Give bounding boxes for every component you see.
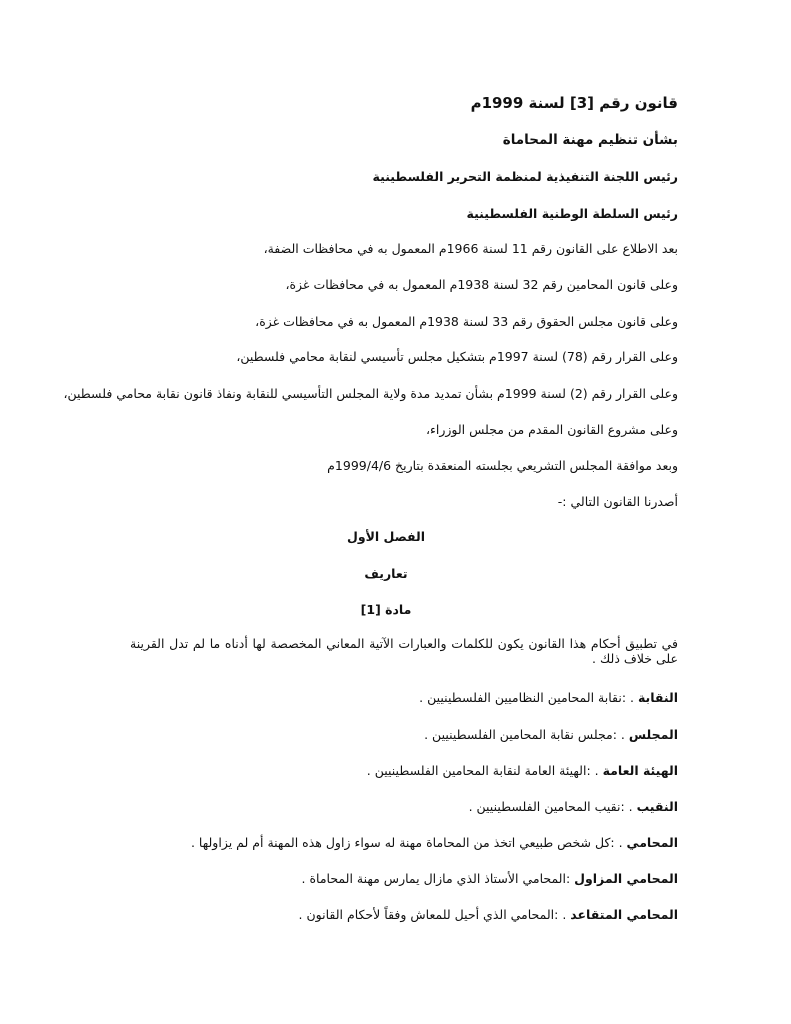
definition-item (367, 762, 678, 780)
definition-text: . :المحامي الذي أحيل للمعاش وفقاً لأحكام القانون . (298, 907, 571, 922)
definition-item (299, 906, 678, 924)
definition-text: :المحامي الأستاذ الذي مازال يمارس مهنة المحاماة . (301, 871, 575, 886)
definition-term: النقابة (637, 690, 678, 705)
preamble-line: وعلى مشروع القانون المقدم من مجلس الوزراء، (425, 422, 678, 437)
preamble-line: وعلى القرار رقم (2) لسنة 1999م بشأن تمديد مدة ولاية المجلس التأسيسي للنقابة ونفاذ قانون نقابة محامي فلسطين، (63, 386, 678, 401)
preamble-line: وعلى القرار رقم (78) لسنة 1997م بتشكيل مجلس تأسيسي لنقابة محامي فلسطين، (236, 349, 678, 364)
chapter-heading: الفصل الأول (346, 529, 425, 544)
definition-item (424, 726, 678, 744)
definition-text: . :نقيب المحامين الفلسطينيين . (468, 799, 637, 814)
definition-item (419, 689, 678, 707)
definition-item (191, 834, 678, 852)
preamble-line: بعد الاطلاع على القانون رقم 11 لسنة 1966م المعمول به في محافظات الضفة، (263, 241, 678, 256)
issuer-pna: رئيس السلطة الوطنية الفلسطينية (466, 206, 678, 221)
law-subtitle: بشأن تنظيم مهنة المحاماة (502, 132, 678, 148)
article-heading: مادة [1] (360, 602, 412, 617)
law-title: قانون رقم [3] لسنة 1999م (470, 94, 678, 112)
definition-term: المحامي المتقاعد (570, 907, 678, 922)
definition-term: المجلس (628, 727, 678, 742)
preamble-line: أصدرنا القانون التالي :- (557, 494, 678, 509)
definition-term: المحامي المزاول (574, 871, 678, 886)
issuer-plo: رئيس اللجنة التنفيذية لمنظمة التحرير الفلسطينية (372, 169, 678, 184)
definition-item (469, 798, 678, 816)
definition-text: . :مجلس نقابة المحامين الفلسطينيين . (424, 727, 629, 742)
definition-item (302, 870, 678, 888)
preamble-line: وعلى قانون المحامين رقم 32 لسنة 1938م المعمول به في محافظات غزة، (285, 277, 678, 292)
definition-text: . :الهيئة العامة لنقابة المحامين الفلسطينيين . (366, 763, 603, 778)
preamble-line: وبعد موافقة المجلس التشريعي بجلسته المنعقدة بتاريخ 1999/4/6م (327, 458, 678, 473)
definition-text: . :كل شخص طبيعي اتخذ من المحاماة مهنة له سواء زاول هذه المهنة أم لم يزاولها . (190, 835, 627, 850)
chapter-title: تعاريف (364, 566, 408, 581)
preamble-line: وعلى قانون مجلس الحقوق رقم 33 لسنة 1938م المعمول به في محافظات غزة، (255, 314, 678, 329)
definition-text: . :نقابة المحامين النظاميين الفلسطينيين . (419, 690, 638, 705)
article-intro: في تطبيق أحكام هذا القانون يكون للكلمات والعبارات الآتية المعاني المخصصة لها أدناه ما لم تدل القرينة على خلاف ذلك . (130, 636, 678, 666)
definition-term: الهيئة العامة (602, 763, 678, 778)
definition-term: المحامي (626, 835, 678, 850)
definition-term: النقيب (636, 799, 678, 814)
